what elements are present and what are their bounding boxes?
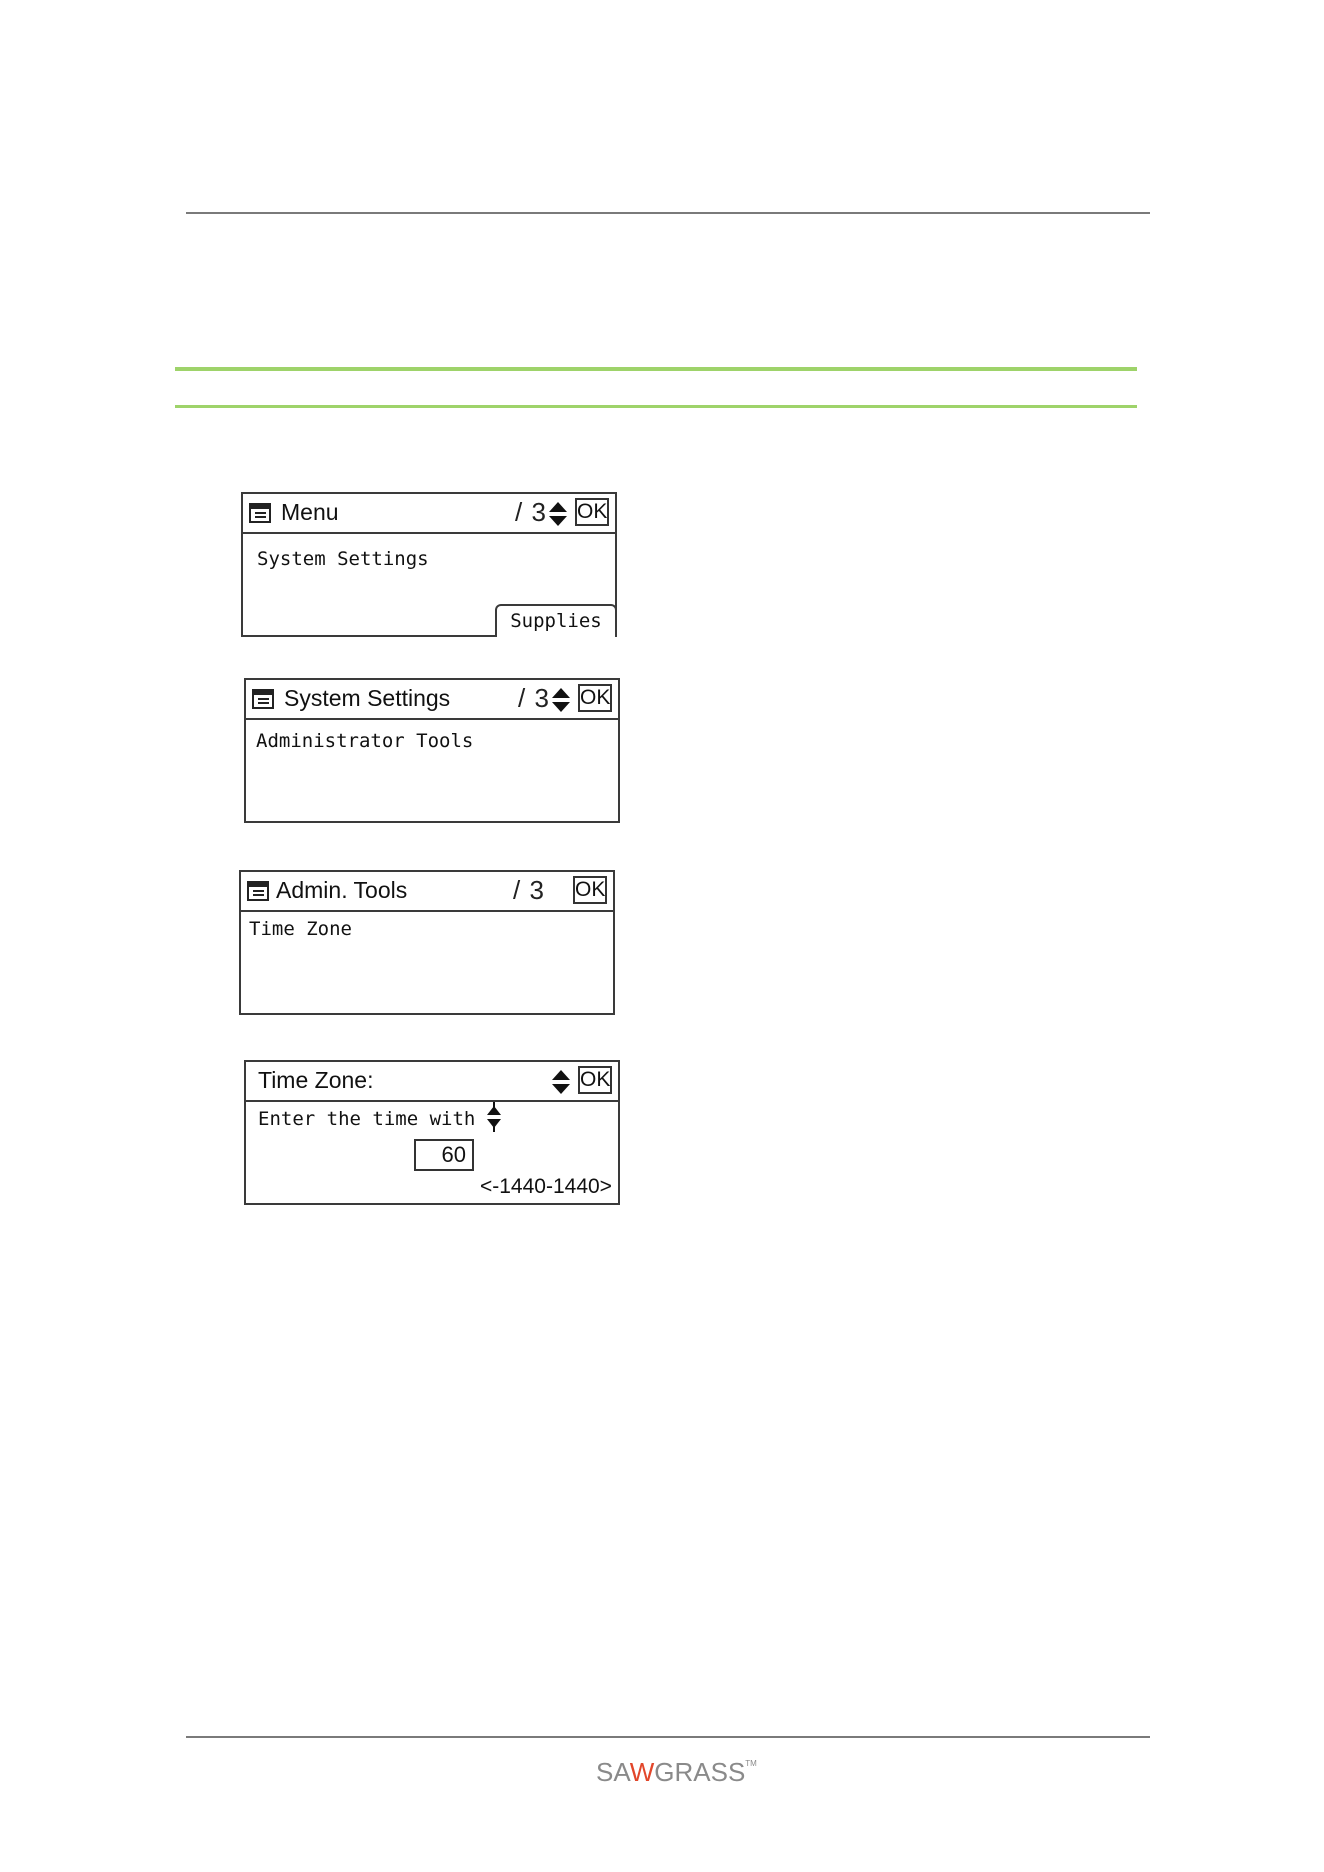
ok-button[interactable]: OK: [578, 1066, 612, 1094]
ok-button[interactable]: OK: [573, 876, 607, 904]
up-down-arrows-icon: [551, 686, 571, 714]
panel-title-bar: [246, 1062, 618, 1102]
page-counter: / 3: [513, 875, 545, 905]
section-bar-bottom: [175, 405, 1137, 408]
up-down-arrows-icon: [486, 1100, 506, 1128]
ok-button[interactable]: OK: [575, 498, 609, 526]
up-down-arrows-icon: [548, 500, 568, 528]
range-label: <-1440-1440>: [480, 1175, 612, 1198]
lcd-panel-admin-tools: [239, 870, 615, 1015]
up-down-arrows-icon: [551, 1068, 571, 1096]
footer-rule: [186, 1736, 1150, 1738]
lcd-panel-menu: [241, 492, 617, 637]
panel-title-bar: [241, 872, 613, 912]
panel-title-bar: [246, 680, 618, 720]
panel-title: Menu: [281, 499, 339, 525]
menu-item-text[interactable]: Time Zone: [249, 918, 352, 940]
instruction-text: Enter the time with: [258, 1108, 476, 1130]
supplies-button[interactable]: Supplies: [495, 604, 617, 637]
panel-title-bar: [243, 494, 615, 534]
page-counter: / 3: [518, 683, 550, 713]
menu-icon: [252, 689, 274, 709]
lcd-panel-time-zone: [244, 1060, 620, 1205]
panel-title: Admin. Tools: [276, 877, 408, 903]
menu-icon: [247, 881, 269, 901]
sawgrass-logo: SAWGRASS™: [596, 1757, 757, 1787]
menu-icon: [249, 503, 271, 523]
time-zone-value-field[interactable]: 60: [414, 1139, 474, 1171]
ok-button[interactable]: OK: [578, 684, 612, 712]
lcd-panel-system-settings: [244, 678, 620, 823]
section-bar-top: [175, 367, 1137, 371]
header-rule: [186, 212, 1150, 214]
panel-title: Time Zone:: [258, 1067, 374, 1093]
menu-item-text[interactable]: Administrator Tools: [256, 730, 474, 752]
menu-item-text[interactable]: System Settings: [257, 548, 429, 570]
panel-title: System Settings: [284, 685, 451, 711]
page-counter: / 3: [515, 497, 547, 527]
